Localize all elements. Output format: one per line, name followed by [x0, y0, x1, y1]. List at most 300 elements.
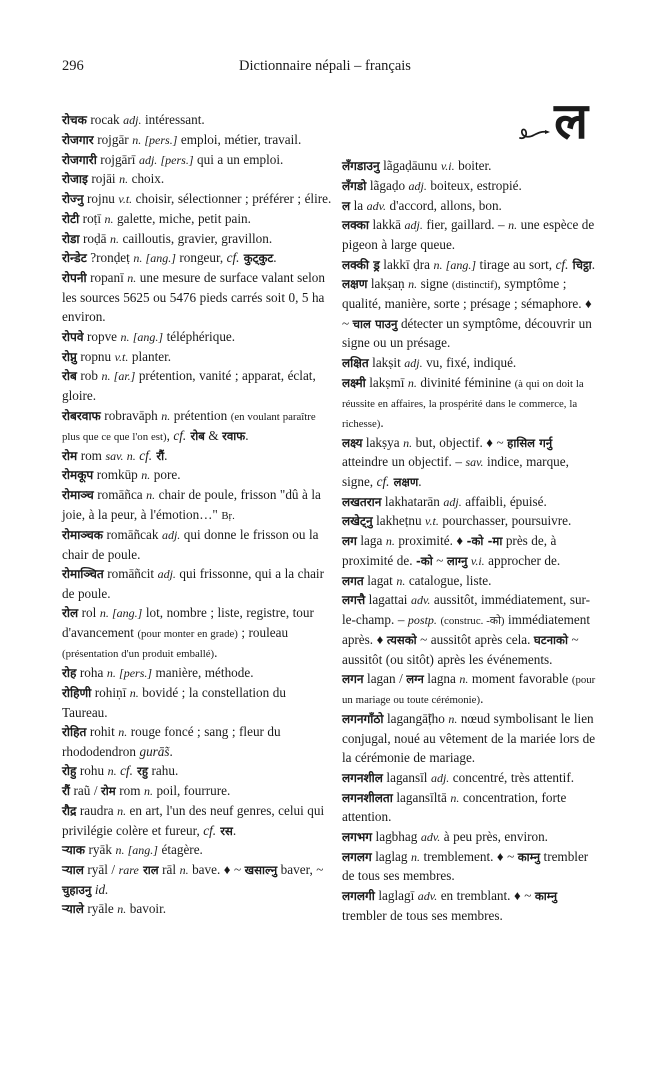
dictionary-entry [62, 683, 333, 722]
headword: रोहु [62, 764, 77, 779]
entry-text: cf. [555, 256, 569, 272]
entry-text: pore. [150, 467, 181, 483]
entry-text: -को [415, 553, 433, 568]
headword: लगन [341, 672, 364, 687]
entry-text: lagan / [363, 671, 407, 687]
entry-text: adj. [404, 355, 423, 370]
dictionary-entry [342, 492, 600, 512]
entry-text: romāñcak [102, 526, 162, 542]
headword: लगनशीलता [341, 790, 393, 805]
page-header [0, 58, 650, 80]
entry-text: n. [508, 218, 518, 233]
headword: रोपनी [62, 271, 87, 285]
dictionary-entry [342, 511, 600, 531]
section-letter: ल [554, 92, 588, 150]
entry-text: pourchasser, poursuivre. [438, 513, 572, 529]
entry-text: nœud symbolisant le lien conjugal, noué au vêtement de la mariée lors de la cérémonie de mariage. [341, 711, 596, 766]
headword: रोजगार [62, 132, 94, 147]
entry-text: bovidé ; la constellation du Taureau. [62, 684, 286, 720]
entry-text: (en voulant paraître plus que ce que l'on est) [62, 410, 316, 443]
entry-text: cf. [120, 763, 133, 779]
headword: लक्षित [341, 355, 369, 370]
dictionary-entry [342, 768, 600, 788]
dictionary-entry [62, 130, 333, 150]
entry-text: adv. [410, 593, 431, 608]
entry-text: v.t. [425, 514, 439, 529]
dictionary-body [0, 80, 650, 925]
headword: रोहिणी [62, 685, 92, 700]
entry-text: n. [179, 862, 189, 877]
headword: रौं [62, 784, 71, 799]
entry-text: rohiṇī [91, 684, 130, 700]
entry-text: रवाफ [222, 428, 246, 443]
entry-text: cf. [376, 474, 390, 489]
entry-text: लग्न [406, 672, 424, 687]
entry-text: n. [408, 277, 418, 292]
dictionary-entry [342, 571, 600, 591]
entry-text: n. [146, 488, 156, 503]
entry-text: , [166, 427, 174, 443]
entry-text: lagansīltā [392, 789, 451, 805]
entry-text: adv. [366, 198, 387, 213]
headword: लक्ष्मी [341, 375, 366, 390]
entry-text: catalogue, liste. [405, 572, 492, 588]
entry-text: रोम [101, 784, 116, 799]
entry-text: id. [94, 881, 109, 897]
entry-text: n. [448, 712, 458, 726]
headword: रोमकूप [62, 468, 94, 483]
entry-text: rouge foncé ; sang ; fleur du rhododendron [62, 724, 281, 759]
headword: लक्की ड्र [341, 257, 380, 272]
dictionary-entry [62, 229, 333, 249]
entry-text: ryāle [83, 901, 118, 917]
entry-text: चुहाउनु [62, 882, 92, 897]
entry-text: n. [407, 375, 417, 390]
headword: रोमाञ्च [62, 488, 94, 503]
entry-text: atteindre un objectif. – [341, 454, 466, 470]
entry-text: intéressant. [141, 112, 205, 127]
entry-text: ropve [83, 328, 121, 344]
entry-text: रोब [186, 428, 205, 443]
entry-text: . [591, 256, 595, 272]
headword: लगत्तै [341, 593, 366, 608]
entry-text: (pour monter en grade) [137, 628, 238, 641]
entry-text: lakheṭnu [372, 513, 426, 529]
entry-text: boiter. [454, 158, 492, 173]
headword: ऱ्याक [62, 843, 85, 858]
entry-text: rongeur, [175, 250, 227, 266]
headword: रोबरवाफ [62, 408, 101, 423]
entry-text: romkūp [93, 467, 142, 483]
entry-text: roḍā [79, 230, 110, 246]
entry-text: bavoir. [126, 901, 167, 917]
entry-text: détecter un symptôme, découvrir un signe ou un présage. [341, 315, 592, 351]
entry-text: en tremblant. ♦ ~ [437, 887, 535, 903]
dictionary-entry [62, 406, 333, 446]
entry-text: but, objectif. ♦ ~ [412, 434, 508, 450]
entry-text: trembler de tous ses membres. [341, 907, 503, 923]
entry-text: . [164, 447, 168, 463]
entry-text: lakṣaṇ [367, 276, 409, 292]
entry-text: n. [ang.] [120, 329, 164, 344]
entry-text: n. [117, 803, 127, 818]
entry-text: n. [161, 408, 171, 423]
dictionary-entry [62, 327, 333, 347]
entry-text: n. [ang.] [99, 606, 143, 621]
dictionary-entry [62, 801, 333, 840]
dictionary-entry [62, 366, 333, 405]
entry-text: (présentation d'un produit emballé) [62, 648, 215, 661]
dictionary-entry [62, 169, 333, 189]
entry-text: choix. [128, 171, 165, 187]
entry-text: laga [356, 533, 386, 549]
entry-text: . [273, 250, 277, 266]
entry-text: ~ aussitôt après cela. [416, 632, 534, 647]
headword: रोप्नु [62, 349, 77, 364]
entry-text: galette, miche, petit pain. [113, 210, 251, 226]
entry-text: postp. [407, 613, 437, 628]
entry-text: proximité. ♦ [394, 533, 467, 549]
entry-text: approcher de. [484, 552, 561, 568]
headword: रोब [62, 369, 77, 384]
dictionary-entry [62, 209, 333, 229]
entry-text: trembler de tous ses membres. [341, 848, 589, 884]
headword: रोजाइ [62, 172, 88, 187]
headword: लक्का [341, 218, 369, 233]
entry-text: indice, marque, signe, [341, 454, 569, 489]
entry-text: घटनाको [533, 633, 568, 647]
entry-text: raũ / [70, 783, 102, 799]
entry-text: lakhatarān [381, 493, 444, 509]
entry-text: moment favorable [468, 671, 572, 687]
entry-text: n. [pers.] [106, 666, 153, 680]
entry-text: lakṣmī [365, 374, 408, 390]
entry-text: rare [118, 862, 139, 877]
entry-text: त्यसको [386, 633, 417, 647]
entry-text: rojāi [87, 171, 120, 187]
entry-text: étagère. [157, 842, 203, 858]
dictionary-entry [342, 196, 600, 216]
dictionary-entry [342, 373, 600, 433]
entry-text: (pour un mariage ou toute cérémonie) [341, 674, 596, 707]
entry-text: vu, fixé, indiqué. [422, 354, 517, 370]
entry-text: en art, l'un des neuf genres, celui qui privilégie colère et fureur, [62, 802, 325, 838]
entry-text: lagat [363, 572, 397, 588]
entry-text: adj. [404, 218, 423, 233]
entry-text: -को -मा [466, 534, 503, 549]
dictionary-entry [342, 353, 600, 373]
entry-text: lagna [423, 671, 460, 687]
entry-text: poil, fourrure. [152, 783, 231, 799]
entry-text: cailloutis, gravier, gravillon. [118, 230, 273, 246]
entry-text: n. [127, 271, 137, 285]
headword: रोचक [62, 113, 87, 127]
headword: रोडा [62, 231, 80, 246]
entry-text: adj. [443, 494, 462, 509]
entry-text: lakkī ḍra [379, 256, 434, 272]
entry-text: lãgaḍo [366, 177, 409, 193]
entry-text: लाग्नु [446, 553, 468, 568]
entry-text: ryāl / [83, 861, 119, 877]
entry-text: ryāk [85, 842, 116, 858]
headword: लगनशील [341, 770, 383, 785]
entry-text: n. [109, 231, 119, 246]
dictionary-entry [62, 860, 333, 899]
entry-text: n. [ar.] [101, 369, 136, 384]
headword: लखतरान [341, 494, 382, 509]
page-number: 296 [62, 58, 84, 74]
dictionary-entry [62, 781, 333, 801]
entry-text: à peu près, environ. [440, 828, 548, 844]
entry-text: rom [77, 447, 106, 463]
headword: लगनगाँठो [341, 712, 384, 726]
dictionary-entry [62, 840, 333, 860]
headword: लगलग [341, 849, 372, 864]
headword: लक्षण [341, 277, 368, 292]
headword: ऱ्याले [62, 902, 84, 917]
dictionary-entry [62, 150, 333, 170]
entry-text: robravāph [100, 407, 162, 423]
dictionary-entry [62, 465, 333, 485]
dictionary-entry [342, 590, 600, 669]
entry-text: n. [104, 211, 114, 226]
entry-text: tremblement. ♦ ~ [419, 848, 518, 864]
entry-text: planter. [128, 348, 172, 364]
entry-text: n. [ang.] [115, 843, 158, 858]
entry-text: aussitôt, immédiatement, sur-le-champ. – [341, 592, 591, 628]
entry-text: n. [450, 790, 460, 805]
entry-text: qui donne le frisson ou la chair de poule. [62, 526, 319, 562]
dictionary-entry [62, 899, 333, 919]
entry-text: rojnu [83, 191, 119, 206]
entry-text: n. [119, 172, 129, 187]
dictionary-entry [62, 268, 333, 327]
entry-text: adj. [pers.] [138, 152, 194, 167]
entry-text: lagansīl [382, 769, 431, 785]
entry-text: Bṛ. [221, 509, 235, 522]
headword: रोह [62, 666, 77, 680]
entry-text: ; rouleau [237, 625, 289, 641]
entry-text: cf. [226, 250, 240, 266]
dictionary-entry [62, 110, 333, 130]
entry-text: lagattai [365, 592, 411, 608]
entry-text: ~ aussitôt (ou sitôt) après les événements. [341, 632, 579, 667]
entry-text: v.i. [440, 159, 455, 173]
entry-text: près de, à proximité de. [341, 533, 557, 568]
entry-text: रहु [132, 764, 149, 779]
entry-text: adv. [417, 888, 438, 903]
entry-text: (distinctif) [451, 279, 498, 292]
entry-text: romāñcit [103, 566, 158, 582]
entry-text: affaibli, épuisé. [461, 493, 547, 509]
entry-text: immédiatement après. ♦ [341, 612, 591, 647]
entry-text: n. [141, 468, 151, 483]
entry-text: n. [143, 784, 153, 799]
entry-text: . [245, 427, 249, 443]
entry-text: राल [138, 862, 159, 877]
headword: रोज्नु [62, 192, 84, 206]
entry-text: . [169, 743, 173, 759]
headword: रौद्र [62, 803, 77, 818]
entry-text: n. [410, 849, 420, 864]
entry-text: choisir, sélectionner ; préférer ; élire. [132, 191, 332, 206]
right-column [342, 92, 600, 925]
entry-text: adj. [161, 527, 181, 542]
entry-text: boiteux, estropié. [426, 177, 522, 193]
dictionary-entry [342, 215, 600, 254]
entry-text: roha [76, 665, 107, 680]
headword: रोम [62, 448, 78, 463]
entry-text: tirage au sort, [476, 256, 556, 272]
entry-text: लक्षण [389, 475, 419, 489]
entry-text: & [204, 427, 223, 443]
entry-text: चिट्ठा [568, 257, 592, 272]
entry-text: roṭī [79, 210, 105, 226]
entry-text: lagbhag [372, 828, 421, 844]
entry-text: rāl [158, 861, 180, 877]
dictionary-entry [342, 788, 600, 827]
headword: लग [341, 534, 357, 549]
dictionary-entry [342, 255, 600, 275]
entry-text: signe [417, 276, 452, 292]
page-title: Dictionnaire népali – français [239, 58, 411, 74]
entry-text: sav. [465, 455, 484, 470]
headword: लँगडो [341, 178, 367, 193]
entry-text: v.i. [470, 553, 485, 568]
section-header [342, 92, 600, 150]
entry-text: n. [459, 672, 469, 687]
dictionary-entry [62, 525, 333, 564]
entry-text: divinité féminine [416, 374, 515, 390]
entry-text: une espèce de pigeon à large queue. [341, 217, 595, 252]
entry-text: n. [ang.] [433, 257, 477, 272]
headword: लगलगी [341, 888, 375, 903]
entry-text: v.t. [114, 349, 129, 364]
dictionary-entry [62, 446, 333, 466]
entry-text: . [418, 474, 422, 489]
entry-text: rol [78, 605, 100, 621]
entry-text: n. [pers.] [132, 132, 178, 147]
entry-text: lot, nombre ; liste, registre, tour d'avancement [62, 605, 314, 641]
entry-text: laglag [371, 848, 411, 864]
entry-text: qui frissonne, qui a la chair de poule. [62, 566, 324, 601]
dictionary-entry [342, 176, 600, 196]
entry-text: कुट्कुट [239, 251, 274, 266]
headword: रोहित [62, 725, 87, 740]
entry-text: रस [216, 823, 233, 838]
headword: लगत [341, 573, 364, 588]
headword: रोपवे [62, 329, 84, 344]
entry-text: ?ronḍeṭ [86, 250, 134, 266]
entry-text: rocak [86, 112, 124, 127]
entry-text: lagangā̃ṭho [383, 711, 449, 726]
headword: ल [341, 198, 351, 213]
dictionary-entry [342, 274, 600, 353]
dictionary-entry [62, 761, 333, 781]
entry-text: ~ [432, 552, 447, 568]
entry-text: laglagī [374, 887, 418, 903]
entry-text: n. [385, 534, 395, 549]
entry-text: rahu. [148, 763, 179, 779]
dictionary-entry [62, 663, 333, 683]
entry-text: ropanī [86, 270, 128, 285]
dictionary-entry [62, 189, 333, 209]
entry-text: n. [396, 573, 406, 588]
entry-text: rojgār [93, 131, 133, 147]
entry-text: manière, méthode. [152, 665, 254, 680]
entry-text: emploi, métier, travail. [177, 131, 302, 147]
headword: रोमाञ्चित [62, 567, 104, 582]
entry-text: adj. [157, 567, 176, 582]
dictionary-entry [342, 709, 600, 768]
entry-text: rom [115, 783, 144, 799]
entry-text: n. [ang.] [133, 251, 176, 266]
headword: लँगडाउनु [341, 159, 380, 173]
entry-text: . [214, 645, 218, 661]
entry-text: काम्नु [534, 888, 558, 903]
entry-text: काम्नु [517, 849, 541, 864]
entry-text: chair de poule, frisson "dû à la joie, à la peur, à l'émotion…" [62, 487, 321, 522]
dictionary-entry [62, 564, 333, 603]
section-ornament-icon [519, 124, 551, 142]
entry-text: gurā̃s [139, 743, 170, 759]
left-column [62, 92, 333, 925]
dictionary-entry [342, 827, 600, 847]
entry-text: romāñca [93, 487, 147, 503]
entry-text: n. [118, 725, 128, 740]
headword: रोमाञ्चक [62, 527, 103, 542]
entry-text: (construc. -को) [440, 615, 505, 628]
entry-text: . [232, 822, 237, 838]
entry-text: खसाल्नु [244, 862, 278, 877]
entry-text: rob [76, 368, 102, 384]
dictionary-entry [342, 433, 600, 492]
entry-text: lakṣit [368, 354, 405, 370]
dictionary-entry [342, 886, 600, 925]
entry-text: la [350, 197, 367, 213]
headword: लगभग [341, 829, 373, 844]
entry-text: cf. [139, 447, 153, 463]
entry-text: ropnu [76, 348, 115, 364]
headword: रोटी [62, 211, 80, 226]
entry-text: n. [129, 685, 139, 700]
dictionary-entry [62, 603, 333, 663]
headword: लखेट्नु [341, 514, 373, 529]
entry-text: téléphérique. [163, 328, 236, 344]
entry-text: चाल पाउनु [352, 316, 398, 331]
headword: ऱ्याल [62, 862, 84, 877]
entry-text: . [480, 691, 484, 707]
dictionary-entry [342, 156, 600, 176]
entry-text: cf. [173, 427, 187, 443]
entry-text: lakkā [368, 217, 405, 233]
entry-text: adv. [420, 829, 441, 844]
entry-text: adj. [123, 113, 142, 127]
entry-text: rohu [76, 763, 108, 779]
entry-text: adj. [430, 770, 450, 785]
dictionary-entry [342, 847, 600, 886]
entry-text: bave. ♦ ~ [188, 861, 245, 877]
dictionary-entry [62, 347, 333, 367]
entry-text: prétention [170, 407, 231, 423]
entry-text: n. [403, 435, 413, 450]
entry-text: cf. [203, 822, 217, 838]
headword: रोल [62, 606, 79, 621]
entry-text: lãgaḍāunu [379, 158, 441, 173]
entry-text: हासिल गर्नु [507, 435, 553, 450]
entry-text: (à qui on doit la réussite en affaires, la prospérité dans le commerce, la richesse) [341, 377, 584, 430]
headword: लक्ष्य [341, 435, 363, 450]
